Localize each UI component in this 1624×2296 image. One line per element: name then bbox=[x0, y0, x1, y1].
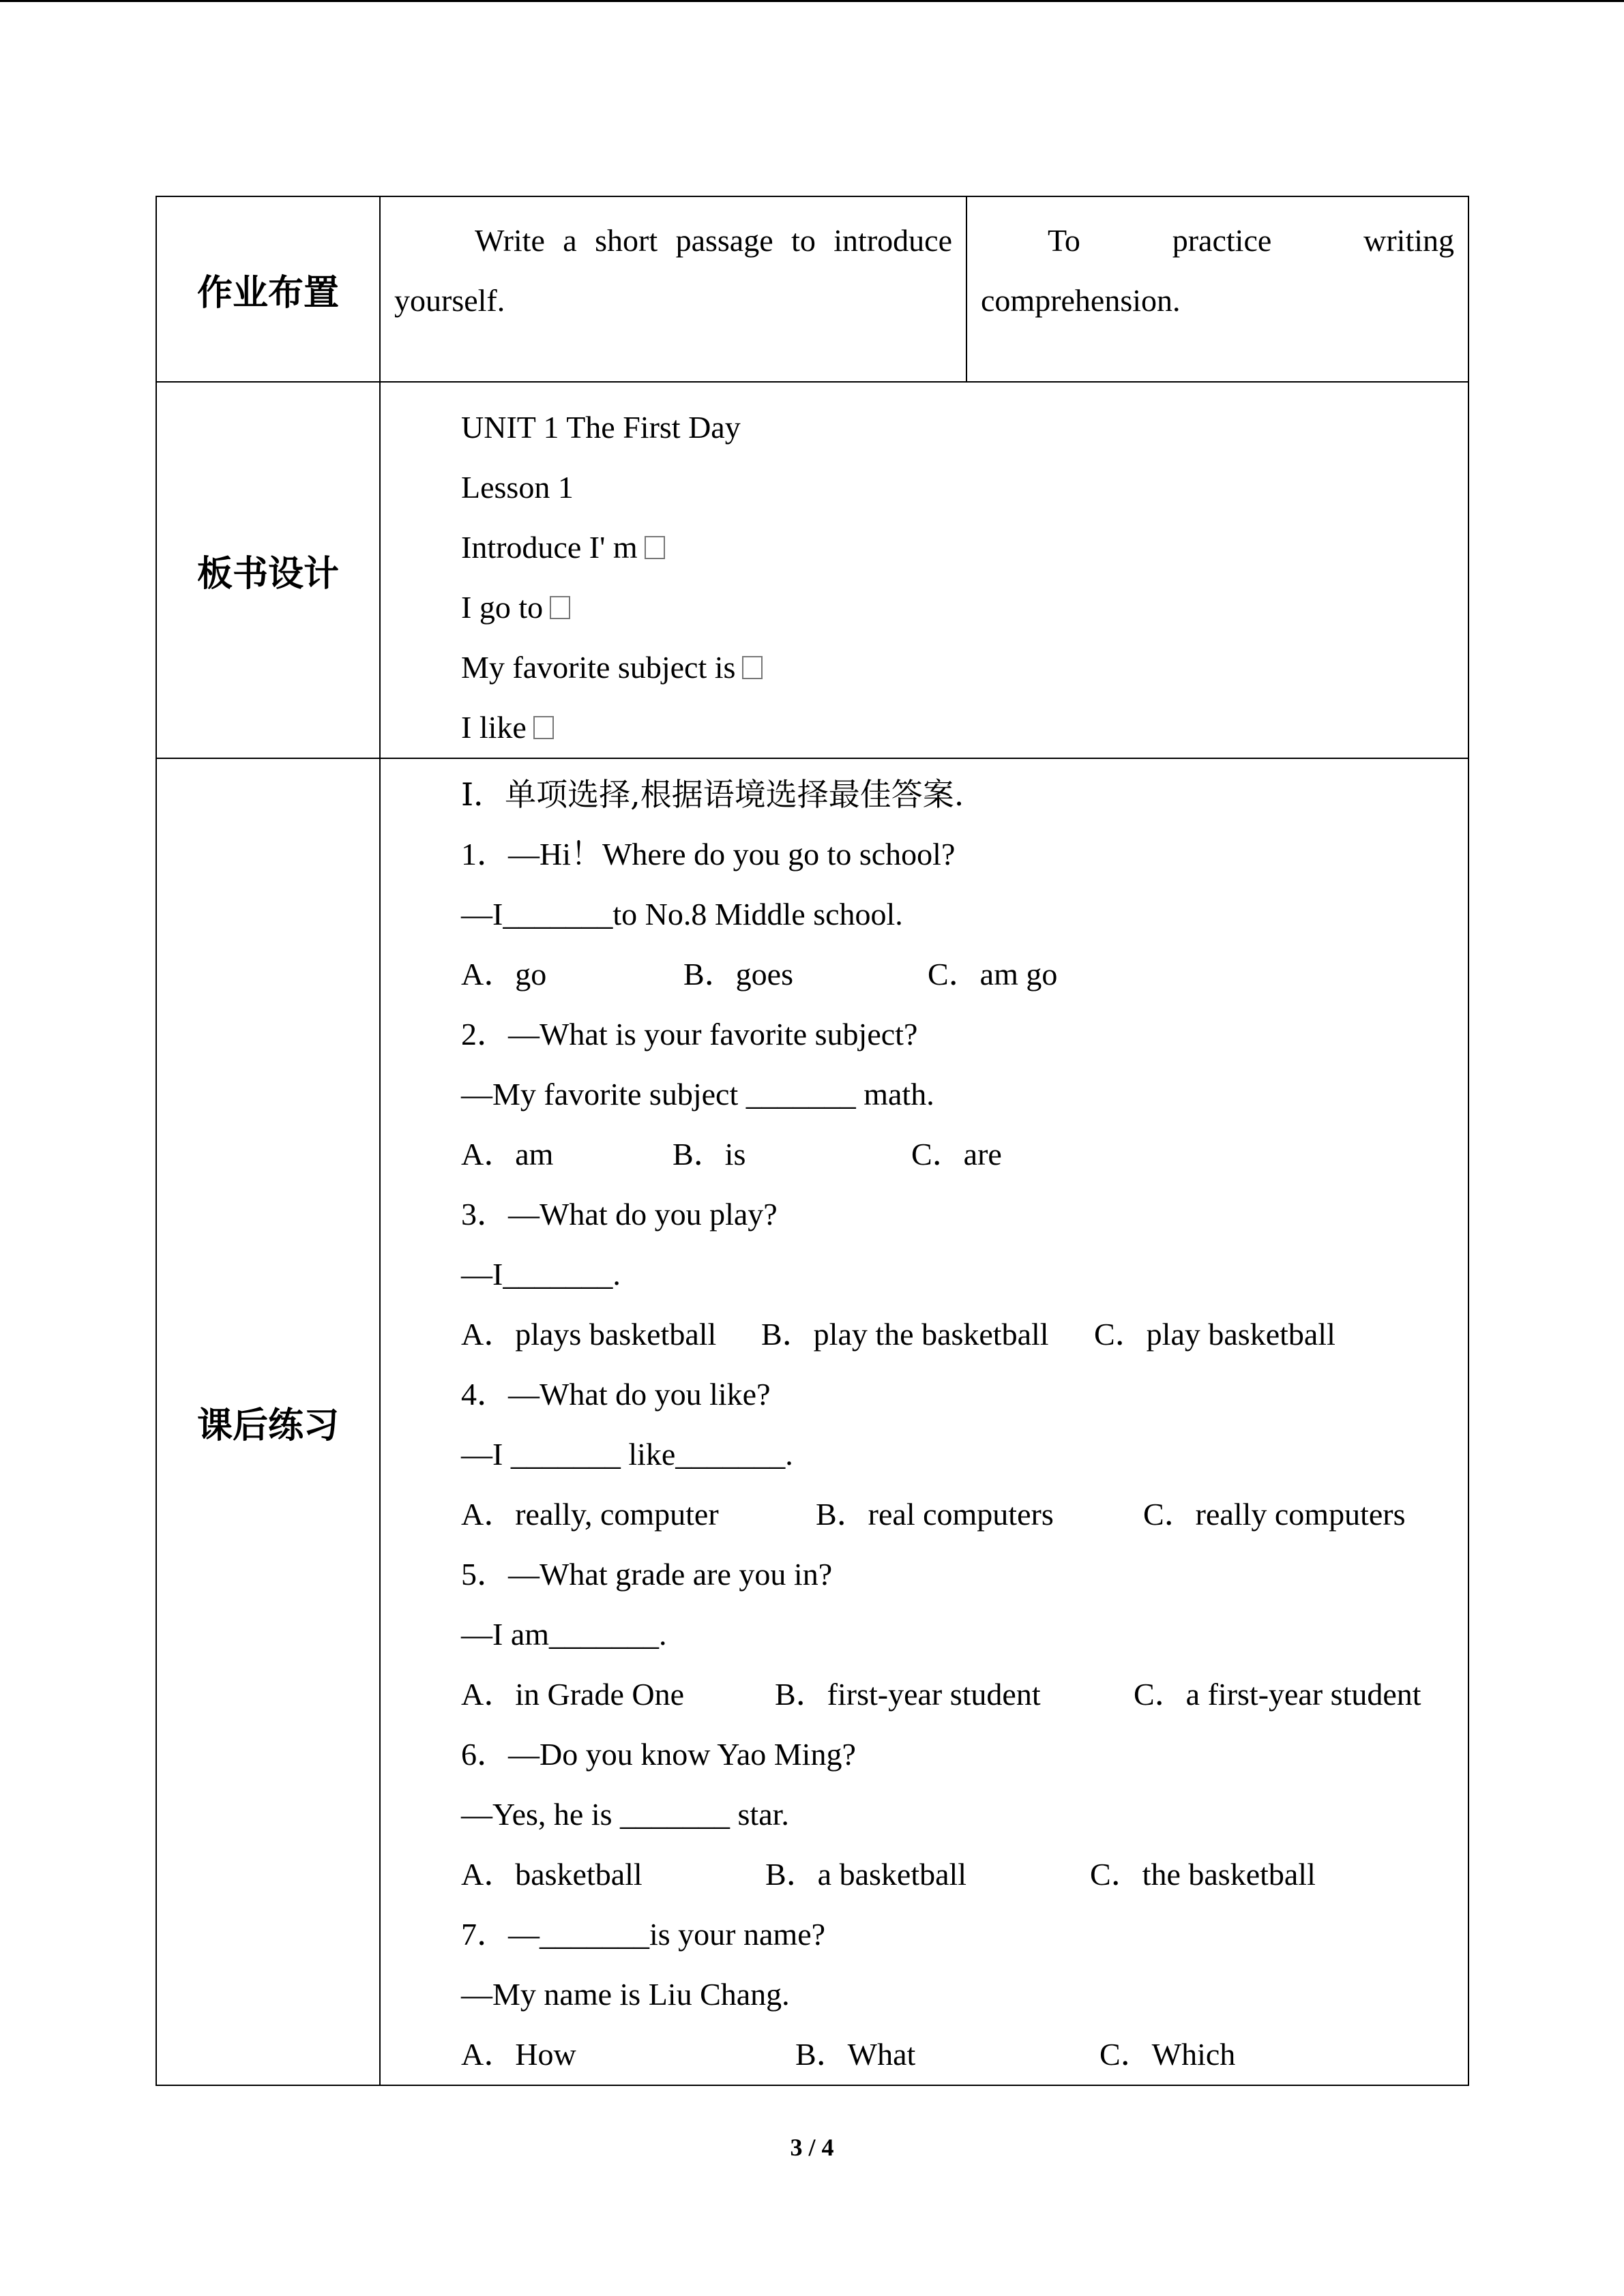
blank-box-icon bbox=[742, 656, 763, 679]
option-c: C．are bbox=[911, 1137, 1002, 1172]
option-a: A．go bbox=[461, 957, 547, 992]
answer-line: —I _______ like_______. bbox=[461, 1437, 793, 1472]
lesson-plan-table bbox=[156, 196, 1469, 2086]
answer-line: —I am_______. bbox=[461, 1617, 667, 1652]
board-line: UNIT 1 The First Day bbox=[461, 410, 741, 445]
blank-box-icon bbox=[645, 536, 665, 559]
board-design-cell bbox=[380, 382, 1468, 758]
options-line bbox=[461, 1485, 1454, 1545]
option-b: B．is bbox=[673, 1137, 746, 1172]
board-design-row bbox=[156, 382, 1468, 758]
option-a: A．plays basketball bbox=[461, 1317, 717, 1352]
question-text: 4．—What do you like? bbox=[461, 1377, 771, 1412]
option-b: B．play the basketball bbox=[761, 1317, 1049, 1352]
exercise-row bbox=[156, 758, 1468, 2085]
exercise-lines bbox=[381, 759, 1468, 2085]
option-a: A．am bbox=[461, 1137, 554, 1172]
option-c: C．the basketball bbox=[1090, 1857, 1316, 1892]
question-text: 2．—What is your favorite subject? bbox=[461, 1017, 918, 1052]
homework-label: 作业布置 bbox=[156, 196, 380, 382]
question-text: 3．—What do you play? bbox=[461, 1197, 778, 1232]
option-b: B．What bbox=[795, 2037, 916, 2072]
page-number: 3 / 4 bbox=[790, 2134, 834, 2161]
option-a: A．basketball bbox=[461, 1857, 643, 1892]
board-line: I go to bbox=[461, 578, 1454, 638]
options-line bbox=[461, 944, 1454, 1004]
option-c: C．really computers bbox=[1143, 1497, 1406, 1532]
option-a: A．in Grade One bbox=[461, 1677, 685, 1712]
option-b: B．goes bbox=[683, 957, 793, 992]
question-text: 6．—Do you know Yao Ming? bbox=[461, 1737, 856, 1772]
top-border-line bbox=[0, 0, 1624, 2]
answer-line: —Yes, he is _______ star. bbox=[461, 1797, 789, 1832]
homework-task-cell bbox=[380, 196, 966, 382]
answer-line: —I_______. bbox=[461, 1257, 621, 1292]
exercise-cell bbox=[380, 758, 1468, 2085]
answer-line: —I_______to No.8 Middle school. bbox=[461, 897, 903, 931]
blank-box-icon bbox=[533, 716, 554, 739]
exercise-heading: Ⅰ．单项选择,根据语境选择最佳答案. bbox=[461, 776, 964, 813]
board-line: My favorite subject is bbox=[461, 638, 1454, 698]
options-line bbox=[461, 2025, 1454, 2085]
board-line: Introduce I' m bbox=[461, 518, 1454, 578]
option-c: C．Which bbox=[1099, 2037, 1236, 2072]
homework-task: Write a short passage to introduce yourself. bbox=[394, 223, 952, 318]
board-design-label: 板书设计 bbox=[156, 382, 380, 758]
question-text: 7．—_______is your name? bbox=[461, 1917, 826, 1952]
option-a: A．How bbox=[461, 2037, 576, 2072]
exercise-label: 课后练习 bbox=[156, 758, 380, 2085]
board-line: I like bbox=[461, 698, 1454, 758]
option-b: B．real computers bbox=[816, 1497, 1054, 1532]
options-line bbox=[461, 1665, 1454, 1725]
homework-purpose-cell bbox=[966, 196, 1468, 382]
board-line: Lesson 1 bbox=[461, 470, 574, 505]
option-c: C．a first-year student bbox=[1134, 1677, 1421, 1712]
option-a: A．really, computer bbox=[461, 1497, 719, 1532]
question-text: 5．—What grade are you in? bbox=[461, 1557, 833, 1592]
option-b: B．a basketball bbox=[765, 1857, 967, 1892]
answer-line: —My favorite subject _______ math. bbox=[461, 1077, 934, 1112]
homework-purpose: To practice writing comprehension. bbox=[981, 223, 1454, 318]
option-c: C．am go bbox=[928, 957, 1058, 992]
board-design-lines bbox=[381, 383, 1468, 758]
question-text: 1．—Hi！Where do you go to school? bbox=[461, 837, 956, 871]
homework-row bbox=[156, 196, 1468, 382]
option-c: C．play basketball bbox=[1094, 1317, 1335, 1352]
option-b: B．first-year student bbox=[775, 1677, 1041, 1712]
answer-line: —My name is Liu Chang. bbox=[461, 1977, 790, 2012]
blank-box-icon bbox=[550, 596, 570, 619]
options-line bbox=[461, 1304, 1454, 1365]
options-line bbox=[461, 1845, 1454, 1905]
options-line bbox=[461, 1124, 1454, 1184]
